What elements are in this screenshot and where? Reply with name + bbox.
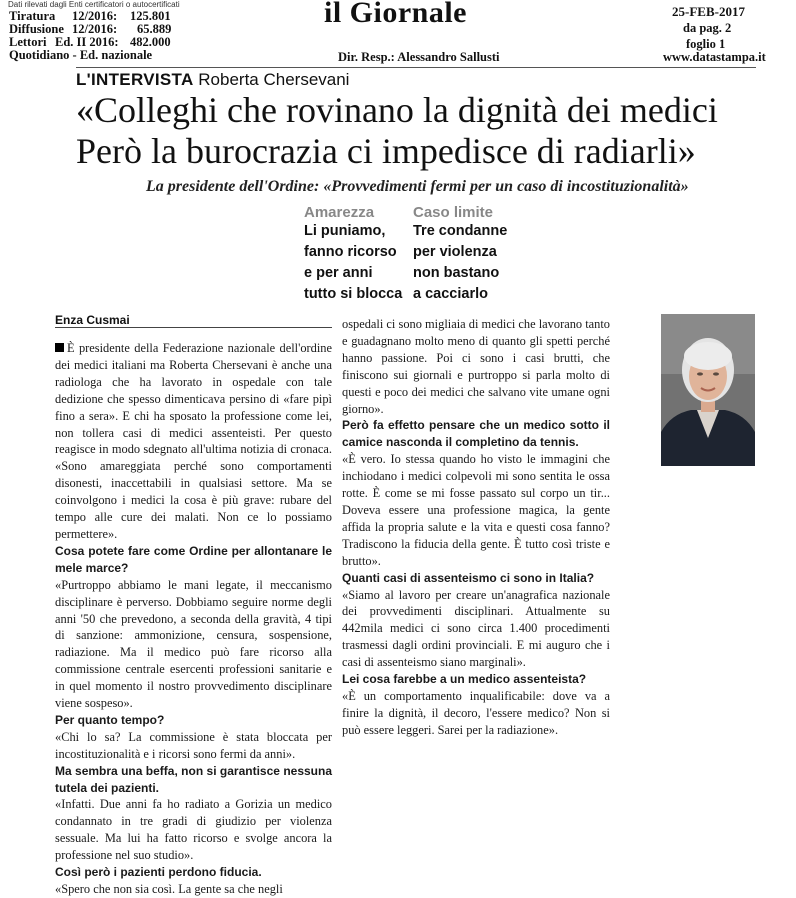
byline: Enza Cusmai <box>55 313 130 327</box>
portrait-photo <box>661 314 755 466</box>
paragraph <box>55 881 332 898</box>
question <box>342 570 610 587</box>
column-1 <box>55 340 332 898</box>
text: «Infatti. Due anni fa ho radiato a Gorizia un medico condannato in tre gradi di giudizio per violenza sessuale. Ma lui ha fatto ricorso e svolge ancora la professione nel suo studio». <box>55 797 332 863</box>
paragraph <box>55 796 332 864</box>
highlight-right-text <box>413 221 523 305</box>
question <box>55 864 332 881</box>
text: «Siamo al lavoro per creare un'anagrafica nazionale dei provvedimenti disciplinari. Attualmente su 442mila medici ci sono circa 1.400 procedimenti trasmessi dagli ordini provinciali. E mi auguro che i casi di assenteismo siano marginali». <box>342 587 610 670</box>
lettori-label: Lettori <box>9 35 47 49</box>
text: Però fa effetto pensare che un medico sotto il camice nasconda il completino da tennis. <box>342 418 610 450</box>
text: Ma sembra una beffa, non si garantisce nessuna tutela dei pazienti. <box>55 763 332 795</box>
lettori-row <box>9 35 209 49</box>
diffusione-label: Diffusione <box>9 22 64 36</box>
text: Per quanto tempo? <box>55 712 165 727</box>
text: «È un comportamento inqualificabile: dove va a finire la dignità, il decoro, l'essere medico? Non si può essere leggeri. Sarei per la radiazione». <box>342 688 610 737</box>
edition-label: Quotidiano - Ed. nazionale <box>9 48 153 62</box>
question <box>55 763 332 797</box>
highlight-left-line: Li puniamo, <box>304 223 386 239</box>
highlight-left-text <box>304 221 408 305</box>
highlight-right-label: Caso limite <box>413 204 494 221</box>
kicker-label: L'INTERVISTA <box>76 70 194 89</box>
date: 25-FEB-2017 <box>672 4 745 19</box>
paragraph <box>55 340 332 543</box>
paragraph <box>342 316 610 417</box>
kicker-name: Roberta Chersevani <box>198 70 350 89</box>
headline-line-2: Però la burocrazia ci impedisce di radiarli» <box>76 131 696 171</box>
diffusione-value: 65.889 <box>137 22 172 36</box>
question <box>342 671 610 688</box>
tiratura-row <box>9 9 209 23</box>
highlight-box-left <box>304 204 408 305</box>
highlight-box-right <box>413 204 523 305</box>
headline-line-1: «Colleghi che rovinano la dignità dei medici <box>76 90 718 130</box>
kicker <box>76 70 349 90</box>
text: Lei cosa farebbe a un medico assenteista? <box>342 672 587 687</box>
text: «È vero. Io stessa quando ho visto le immagini che inchiodano i medici colpevoli mi sono sentita le ossa rotte. È come se mi fosse passato sul corpo un tir... Doveva essere una professione magica, la gente affida la propria salute e la vita e questi cosa fanno? Tradiscono la fiducia della gente. È tutto così triste e brutto». <box>342 452 610 568</box>
tiratura-label: Tiratura <box>9 9 56 23</box>
paragraph <box>55 577 332 712</box>
quotidiano-row <box>9 48 249 62</box>
diffusione-period: 12/2016: <box>72 22 118 36</box>
portrait-illustration <box>661 314 755 466</box>
lettori-period: Ed. II 2016: <box>55 35 119 49</box>
sheet-number: foglio 1 <box>686 37 726 51</box>
newspaper-logo: il Giornale <box>324 0 467 29</box>
text: ospedali ci sono migliaia di medici che lavorano tanto e guadagnano molto meno di quanto gli spetti perché hanno passione. Poi ci sono i casi brutti, che finiscono sui giornali e purtroppo si parla molto di questi e poco dei medici che salvano vite umane ogni giorno». <box>342 317 610 416</box>
question <box>55 543 332 577</box>
source-note: Dati rilevati dagli Enti certificatori o autocertificati <box>8 0 180 9</box>
highlight-left-line: e per anni <box>304 265 373 281</box>
text: Così però i pazienti perdono fiducia. <box>55 865 262 880</box>
text: «Spero che non sia così. La gente sa che negli <box>55 882 283 896</box>
paragraph <box>55 729 332 763</box>
text: È presidente della Federazione nazionale dell'ordine dei medici italiani ma Roberta Chersevani è anche una radiologa che ha lavorato in ospedale con tale dedizione che spesso dimenticava persino di «fare pipì fino a sera». E chi ha sposato la professione come lei, non tollera casi di medici assenteisti. Per questo reagisce in modo sdegnato all'ultima notizia di cronaca. «Sono amareggiata perché sono comportamenti disonesti, inaccettabili in qualsiasi settore. Ma se coinvolgono i medici la cosa è più grave: rubare del tempo alle cure dei malati. Non ce lo possiamo permettere». <box>55 341 332 541</box>
paragraph <box>342 688 610 739</box>
question <box>342 417 610 451</box>
question <box>55 712 332 729</box>
subtitle: La presidente dell'Ordine: «Provvedimenti fermi per un caso di incostituzionalità» <box>146 178 689 195</box>
highlight-right-line: non bastano <box>413 265 500 281</box>
lettori-value: 482.000 <box>130 35 171 49</box>
text: Cosa potete fare come Ordine per allontanare le mele marce? <box>55 543 332 575</box>
tiratura-value: 125.801 <box>130 9 171 23</box>
column-2 <box>342 316 610 739</box>
director-line: Dir. Resp.: Alessandro Sallusti <box>338 50 500 64</box>
page-number: da pag. 2 <box>683 21 732 35</box>
highlight-right-line: per violenza <box>413 244 497 260</box>
diffusione-row <box>9 22 209 36</box>
paragraph <box>342 587 610 672</box>
highlight-left-line: tutto si blocca <box>304 286 403 302</box>
masthead-divider <box>76 67 756 68</box>
text: «Purtroppo abbiamo le mani legate, il meccanismo disciplinare è perverso. Dobbiamo seguire norme degli anni '50 che prevedono, a seconda della gravità, 4 tipi di sanzione: ammonizione, censura, sospensione, radiazione. Ma il medico può fare ricorso alla commissione centrale esercenti professioni sanitarie e in quel momento il nostro provvedimento disciplinare viene sospeso». <box>55 577 332 711</box>
byline-divider <box>55 327 332 328</box>
highlight-left-label: Amarezza <box>304 204 375 221</box>
website-link[interactable]: www.datastampa.it <box>663 50 766 64</box>
text: «Chi lo sa? La commissione è stata bloccata per incostituzionalità e i ricorsi sono fermi da anni». <box>55 729 332 761</box>
highlight-right-line: Tre condanne <box>413 223 508 239</box>
headline <box>76 90 776 172</box>
highlight-left-line: fanno ricorso <box>304 244 397 260</box>
highlight-right-line: a cacciarlo <box>413 286 488 302</box>
text: Quanti casi di assenteismo ci sono in Italia? <box>342 570 595 585</box>
tiratura-period: 12/2016: <box>72 9 118 23</box>
square-bullet-icon <box>55 343 64 352</box>
paragraph <box>342 451 610 569</box>
